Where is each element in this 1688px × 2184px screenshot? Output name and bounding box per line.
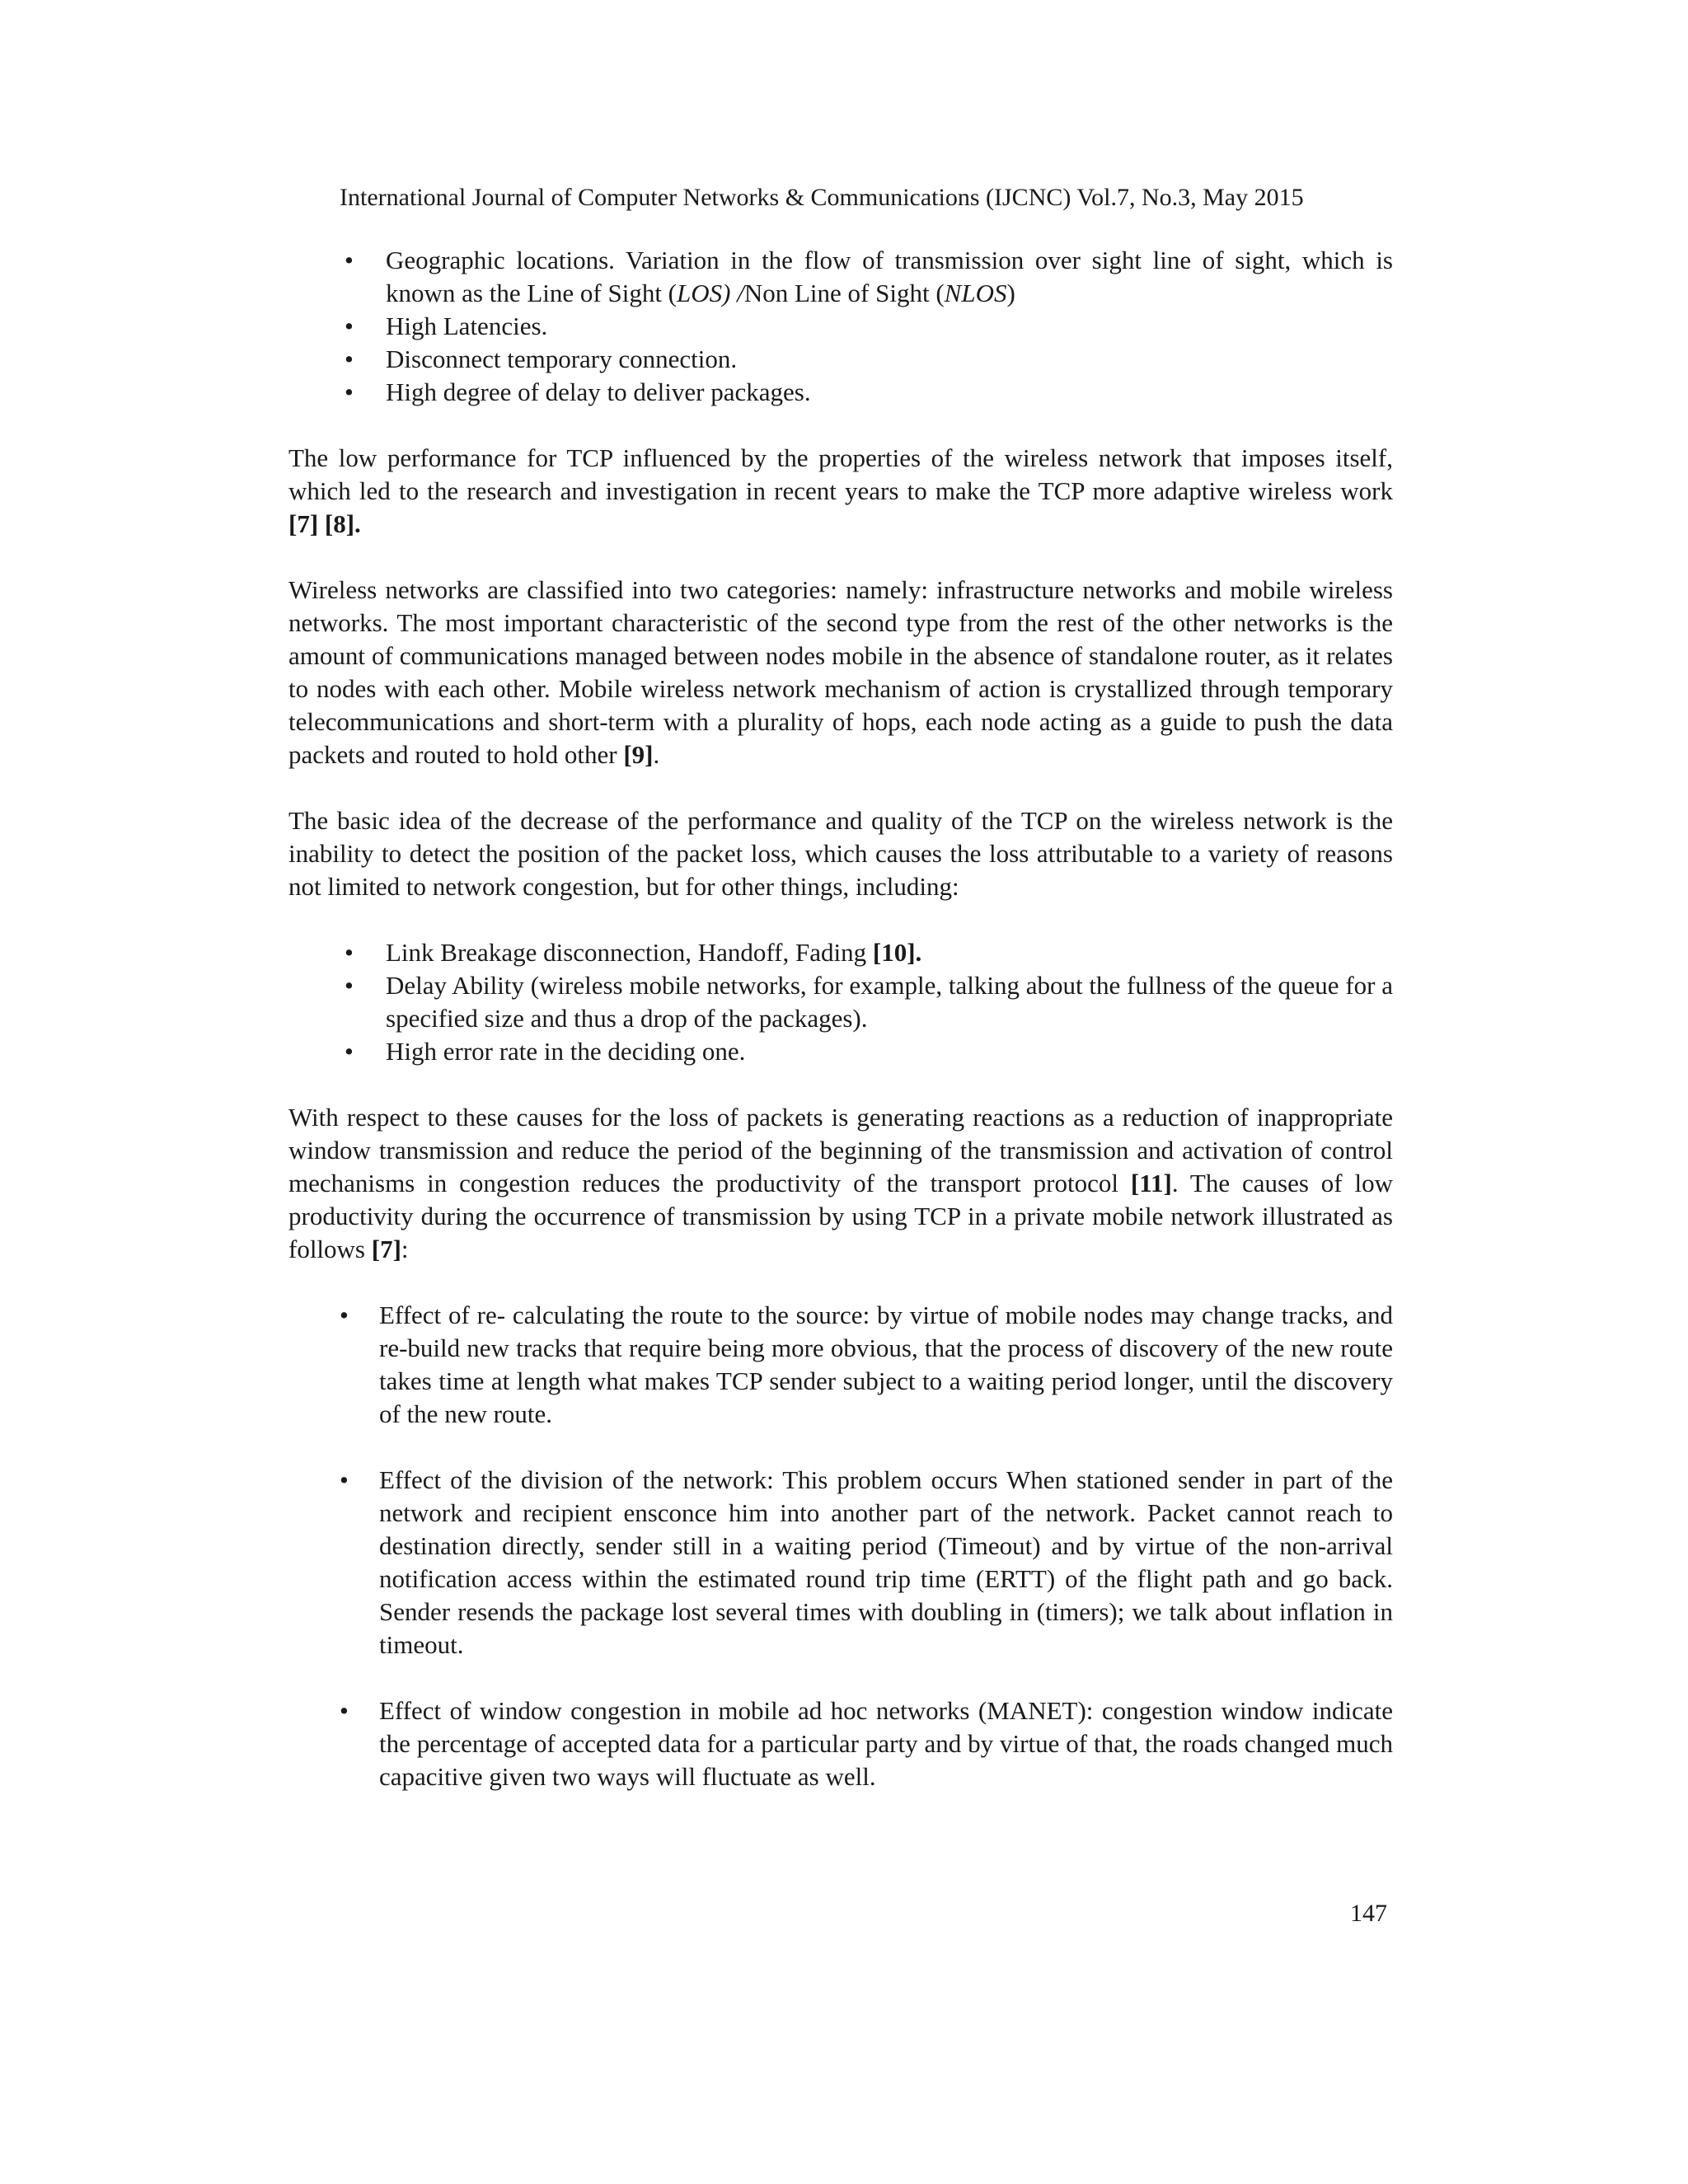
bullet-icon: •: [345, 246, 354, 274]
citation: [11]: [1130, 1169, 1172, 1197]
bullet-icon: •: [340, 1301, 349, 1329]
bullet-list-effects: [288, 1299, 1393, 1793]
running-header: International Journal of Computer Networks & Communications (IJCNC) Vol.7, No.3, May 2015: [340, 184, 1304, 211]
bullet-icon: •: [345, 312, 354, 340]
bullet-icon: •: [340, 1696, 349, 1725]
list-item-text: Geographic locations. Variation in the flow of transmission over sight line of sight, which is known as the Line of Sight (LOS) /Non Line of Sight (NLOS): [386, 246, 1393, 307]
list-item-text: Link Breakage disconnection, Handoff, Fading [10].: [386, 938, 922, 967]
list-item-text: Disconnect temporary connection.: [386, 344, 738, 373]
bullet-icon: •: [340, 1465, 349, 1494]
list-item-text: Effect of the division of the network: This problem occurs When stationed sender in part of the network and recipient ensconce him into another part of the network. Packet cannot reach to destination directly, sender still in a waiting period (Timeout) and by virtue of the non-arrival notification access within the estimated round trip time (ERTT) of the flight path and go back. Sender resends the package lost several times with doubling in (timers); we talk about inflation in timeout.: [379, 1465, 1393, 1659]
list-item-text: Effect of re- calculating the route to the source: by virtue of mobile nodes may change tracks, and re-build new tracks that require being more obvious, that the process of discovery of the new route takes time at length what makes TCP sender subject to a waiting period longer, until the discovery of the new route.: [379, 1301, 1393, 1428]
bullet-icon: •: [345, 344, 354, 373]
paragraph-wireless-categories: Wireless networks are classified into two categories: namely: infrastructure networks and mobile wireless networks. The most important characteristic of the second type from the rest of the other networks is the amount of communications managed between nodes mobile in the absence of standalone router, as it relates to nodes with each other. Mobile wireless network mechanism of action is crystallized through temporary telecommunications and short-term with a plurality of hops, each node acting as a guide to push the data packets and routed to hold other [9].: [288, 575, 1393, 769]
list-item: [288, 1464, 1393, 1661]
list-item-text: Effect of window congestion in mobile ad hoc networks (MANET): congestion window indicate the percentage of accepted data for a particular party and by virtue of that, the roads changed much capacitive given two ways will fluctuate as well.: [379, 1696, 1393, 1791]
list-item: [288, 343, 1393, 376]
paragraph-packet-loss: The basic idea of the decrease of the performance and quality of the TCP on the wireless network is the inability to detect the position of the packet loss, which causes the loss attributable to a variety of reasons not limited to network congestion, but for other things, including:: [288, 806, 1393, 901]
list-item-text: High error rate in the deciding one.: [386, 1037, 746, 1066]
list-item: [288, 1035, 1393, 1068]
citation: [10].: [872, 938, 922, 967]
list-item: [288, 244, 1393, 310]
citation: [7] [8].: [288, 509, 361, 538]
list-item: [288, 310, 1393, 343]
citation: [9]: [623, 740, 654, 769]
bullet-icon: •: [345, 377, 354, 406]
bullet-list-network-issues: [288, 244, 1393, 409]
list-item-text: High degree of delay to deliver packages.: [386, 377, 811, 406]
page-body: [288, 244, 1393, 1826]
list-item: [288, 376, 1393, 409]
bullet-icon: •: [345, 938, 354, 967]
paragraph-loss-causes: With respect to these causes for the loss of packets is generating reactions as a reduction of inappropriate window transmission and reduce the period of the beginning of the transmission and activation of control mechanisms in congestion reduces the productivity of the transport protocol [11]. The causes of low productivity during the occurrence of transmission by using TCP in a private mobile network illustrated as follows [7]:: [288, 1103, 1393, 1263]
list-item: [288, 936, 1393, 969]
bullet-icon: •: [345, 1037, 354, 1066]
bullet-icon: •: [345, 971, 354, 1000]
list-item-text: Delay Ability (wireless mobile networks, for example, talking about the fullness of the queue for a specified size and thus a drop of the packages).: [386, 971, 1393, 1033]
list-item-text: High Latencies.: [386, 312, 548, 340]
list-item: [288, 1299, 1393, 1431]
bullet-list-loss-reasons: [288, 936, 1393, 1068]
paragraph-tcp-performance: The low performance for TCP influenced by the properties of the wireless network that imposes itself, which led to the research and investigation in recent years to make the TCP more adaptive wireless work [7] [8].: [288, 443, 1393, 538]
page-number: 147: [1350, 1900, 1387, 1927]
citation: [7]: [371, 1235, 401, 1263]
list-item: [288, 969, 1393, 1035]
list-item: [288, 1694, 1393, 1793]
